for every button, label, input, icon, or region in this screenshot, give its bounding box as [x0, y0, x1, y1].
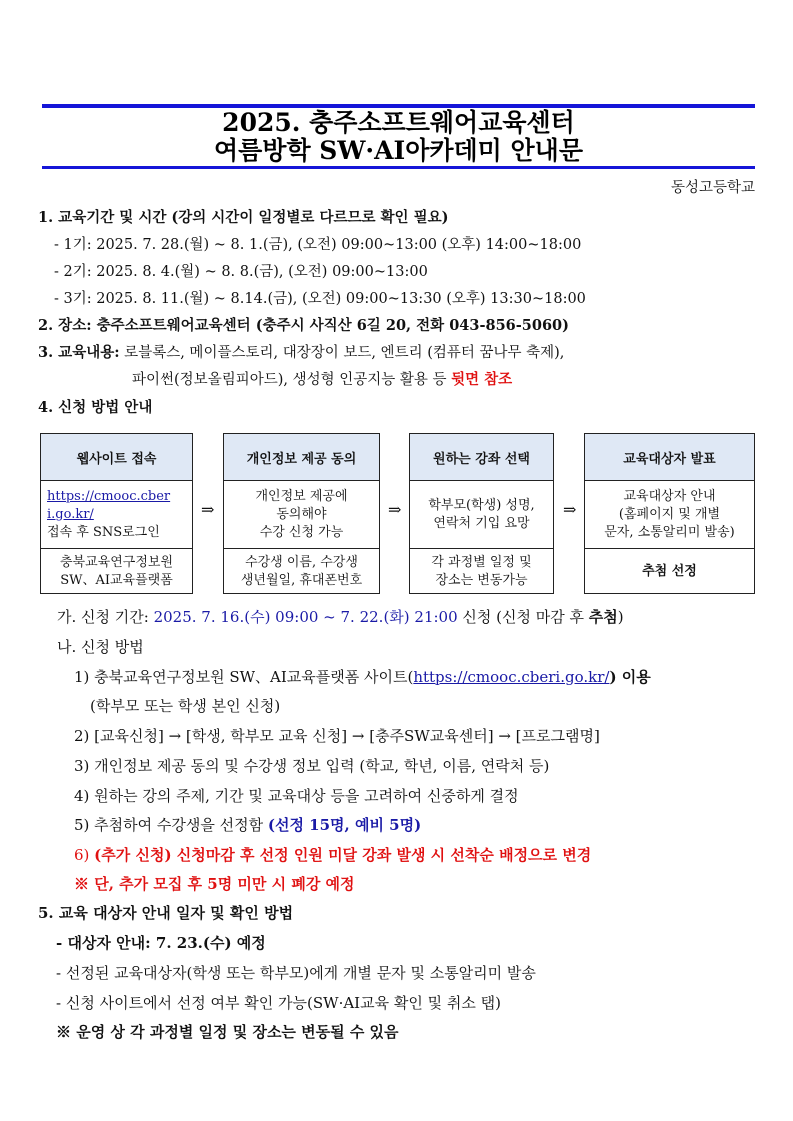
step-box-header: 원하는 강좌 선택: [410, 434, 553, 481]
page-title-line2: 여름방학 SW·AI아카데미 안내문: [214, 136, 583, 165]
step-box-header: 개인정보 제공 동의: [224, 434, 379, 481]
section3-line1: [38, 343, 564, 363]
period-end: ): [617, 608, 624, 626]
body-line: 개인정보 제공에: [255, 488, 348, 504]
step1-link[interactable]: https://cmooc.cberi.go.kr/: [413, 668, 610, 686]
footer-line: 각 과정별 일정 및: [431, 555, 532, 570]
method-step-3: 3) 개인정보 제공 동의 및 수강생 정보 입력 (학교, 학년, 이름, 연락처 등): [74, 757, 550, 775]
step5-quota: (선정 15명, 예비 5명): [267, 816, 422, 834]
schedule-item-1: - 1기: 2025. 7. 28.(월) ~ 8. 1.(금), (오전) 09:00~13:00 (오후) 14:00~18:00: [54, 237, 582, 253]
step-box-footer: [224, 549, 379, 595]
body-line: (홈페이지 및 개별: [618, 506, 721, 522]
application-period: [57, 607, 624, 627]
section1-heading: 1. 교육기간 및 시간 (강의 시간이 일정별로 다르므로 확인 필요): [38, 209, 449, 226]
body-line: 문자, 소통알리미 발송): [604, 524, 735, 540]
page-title-line1: 2025. 충주소프트웨어교육센터: [222, 108, 575, 137]
method-step-5: [74, 815, 421, 835]
body-line: 교육대상자 안내: [623, 488, 716, 504]
section4-heading: 4. 신청 방법 안내: [38, 399, 153, 416]
step-box-body: [41, 481, 192, 549]
step6-num: 6): [74, 846, 95, 864]
step-box-website: [40, 433, 193, 594]
method-heading: 나. 신청 방법: [57, 638, 144, 656]
step1-text: 1) 충북교육연구정보원 SW、AI교육플랫폼 사이트(: [74, 668, 414, 686]
step-box-header: 교육대상자 발표: [585, 434, 754, 481]
footer-line: 수강생 이름, 수강생: [245, 555, 358, 570]
body-line: 학부모(학생) 성명,: [428, 497, 535, 513]
footer-line: 생년월일, 휴대폰번호: [240, 573, 363, 588]
school-name: 동성고등학교: [670, 180, 755, 196]
method-step-1-note: (학부모 또는 학생 본인 신청): [90, 697, 281, 715]
period-label: 가. 신청 기간:: [57, 608, 154, 626]
step-box-footer: [585, 549, 754, 595]
section2-location: 2. 장소: 충주소프트웨어교육센터 (충주시 사직산 6길 20, 전화 043-856-5060): [38, 317, 569, 334]
step5-text: 5) 추첨하여 수강생을 선정함: [74, 816, 268, 834]
body-line: 동의해야: [276, 506, 327, 522]
step-box-body: [410, 481, 553, 549]
method-step-6: [74, 845, 591, 865]
footer-line: 충북교육연구정보원: [59, 555, 174, 570]
step1-tail: ) 이용: [609, 668, 651, 686]
body-line: 연락처 기입 요망: [433, 515, 530, 531]
notice-date: - 대상자 안내: 7. 23.(수) 예정: [56, 934, 266, 952]
period-tail: 신청 (신청 마감 후: [457, 608, 589, 626]
bottom-rule: [42, 166, 755, 169]
schedule-item-2: - 2기: 2025. 8. 4.(월) ~ 8. 8.(금), (오전) 09:00~13:00: [54, 264, 428, 280]
flow-arrow-icon: ⇒: [388, 500, 402, 519]
period-value: 2025. 7. 16.(수) 09:00 ~ 7. 22.(화) 21:00: [153, 608, 458, 626]
cancellation-note: ※ 단, 추가 모집 후 5명 미만 시 폐강 예정: [74, 875, 355, 893]
platform-link-part2[interactable]: i.go.kr/: [47, 506, 94, 522]
confirm-method: - 신청 사이트에서 선정 여부 확인 가능(SW·AI교육 확인 및 취소 탭): [56, 994, 501, 1012]
step-box-consent: [223, 433, 380, 594]
section3-label: 3. 교육내용:: [38, 344, 120, 361]
schedule-item-3: - 3기: 2025. 8. 11.(월) ~ 8.14.(금), (오전) 09:00~13:30 (오후) 13:30~18:00: [54, 291, 586, 307]
step-box-footer: [41, 549, 192, 595]
lottery-selection: 추첨 선정: [642, 564, 697, 579]
step-box-body: [585, 481, 754, 549]
login-instruction: 접속 후 SNS로그인: [47, 524, 160, 540]
period-lottery: 추첨: [588, 608, 618, 626]
section3-content-2: 파이썬(정보올림피아드), 생성형 인공지능 활용 등: [132, 372, 452, 388]
method-step-1: [74, 667, 651, 687]
section3-line2: [132, 370, 512, 390]
section5-heading: 5. 교육 대상자 안내 일자 및 확인 방법: [38, 904, 294, 922]
step-box-header: 웹사이트 접속: [41, 434, 192, 481]
method-step-4: 4) 원하는 강의 주제, 기간 및 교육대상 등을 고려하여 신중하게 결정: [74, 787, 519, 805]
step-box-announcement: [584, 433, 755, 594]
footer-line: SW、AI교육플랫폼: [60, 573, 173, 588]
step-box-body: [224, 481, 379, 549]
flow-arrow-icon: ⇒: [201, 500, 215, 519]
step-box-footer: [410, 549, 553, 595]
flow-arrow-icon: ⇒: [563, 500, 577, 519]
footer-line: 장소는 변동가능: [435, 573, 528, 588]
body-line: 수강 신청 가능: [259, 524, 344, 540]
back-page-note: 뒷면 참조: [451, 371, 513, 388]
method-step-2: 2) [교육신청] → [학생, 학부모 교육 신청] → [충주SW교육센터] → [프로그램명]: [74, 727, 600, 745]
operation-note: ※ 운영 상 각 과정별 일정 및 장소는 변동될 수 있음: [56, 1023, 399, 1041]
step6-text: (추가 신청) 신청마감 후 선정 인원 미달 강좌 발생 시 선착순 배정으로 변경: [94, 846, 592, 864]
section3-content-1: 로블록스, 메이플스토리, 대장장이 보드, 엔트리 (컴퓨터 꿈나무 축제),: [119, 345, 565, 361]
step-box-select-course: [409, 433, 554, 594]
notice-method: - 선정된 교육대상자(학생 또는 학부모)에게 개별 문자 및 소통알리미 발송: [56, 964, 536, 982]
platform-link-part1[interactable]: https://cmooc.cber: [47, 488, 171, 504]
